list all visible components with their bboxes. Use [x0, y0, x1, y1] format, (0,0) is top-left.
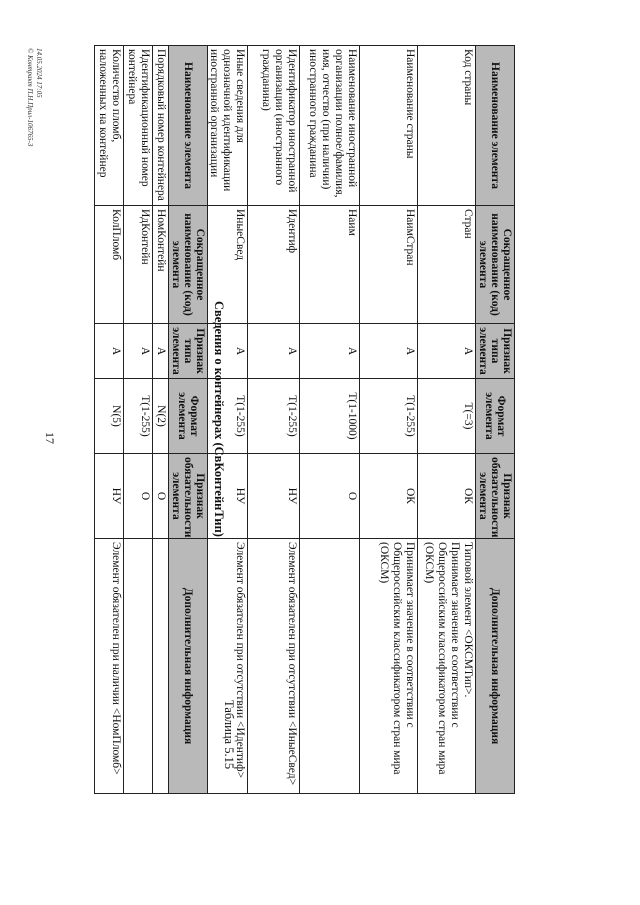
header-cell: Наименование элемента — [476, 46, 515, 206]
header-cell: Сокращенное наименование (код) элемента — [169, 206, 208, 324]
table-row — [248, 46, 300, 794]
table-cell: T(1-255) — [248, 379, 300, 454]
table-cell: N(2) — [153, 379, 169, 454]
table-cell: А — [153, 324, 169, 379]
header-cell: Признак типа элемента — [169, 324, 208, 379]
elements-table — [177, 45, 515, 794]
table-cell: T(=3) — [418, 379, 476, 454]
table-cell: О — [300, 454, 360, 539]
header-cell: Дополнительная информация — [169, 539, 208, 794]
table-cell: Иные сведения для однозначной идентификации иностранной организации — [178, 46, 248, 206]
table-cell — [300, 539, 360, 794]
table-cell: Код страны — [418, 46, 476, 206]
table-cell: Наим — [300, 206, 360, 324]
table-row — [153, 46, 169, 794]
stamp-line: 14.05.2024 17:05 — [35, 48, 43, 98]
table-cell: А — [178, 324, 248, 379]
table-cell — [124, 539, 153, 794]
table-cell: Идентификатор иностранной организации (иностранного гражданина) — [248, 46, 300, 206]
table-cell: Порядковый номер контейнера — [153, 46, 169, 206]
table-header-row — [169, 46, 208, 794]
table-row — [360, 46, 418, 794]
table-cell: НаимСтран — [360, 206, 418, 324]
section-title: Сведения о контейнерах (СвКонтейнТип) — [212, 301, 226, 537]
table-cell: Идентификационный номер контейнера — [124, 46, 153, 206]
table-cell: Наименование страны — [360, 46, 418, 206]
table-cell: А — [248, 324, 300, 379]
table-cell: А — [95, 324, 124, 379]
table-cell: N(5) — [95, 379, 124, 454]
page-number: 17 — [43, 432, 57, 444]
table-cell: Идентиф — [248, 206, 300, 324]
table-row — [418, 46, 476, 794]
header-cell: Формат элемента — [169, 379, 208, 454]
table-cell: ОК — [360, 454, 418, 539]
table-cell: НУ — [248, 454, 300, 539]
table-cell: НомКонтейн — [153, 206, 169, 324]
table-cell: Элемент обязателен при отсутствии <Идентиф> — [178, 539, 248, 794]
table-cell: Элемент обязателен при отсутствии <ИныеСвед> — [248, 539, 300, 794]
table-cell: НУ — [95, 454, 124, 539]
table-cell: А — [360, 324, 418, 379]
table-cell: T(1-255) — [360, 379, 418, 454]
table-cell: О — [153, 454, 169, 539]
table-cell: Количество пломб, наложенных на контейнер — [95, 46, 124, 206]
header-cell: Наименование элемента — [169, 46, 208, 206]
table-cell: T(1-255) — [124, 379, 153, 454]
table-cell: Типовой элемент <ОКСМТип>. Принимает значение в соответствии с Общероссийским классификатором стран мира (ОКСМ) — [418, 539, 476, 794]
table-cell: Принимает значение в соответствии с Общероссийским классификатором стран мира (ОКСМ) — [360, 539, 418, 794]
table-row — [95, 46, 124, 794]
table-cell: НУ — [178, 454, 248, 539]
table-cell: ИдКонтейн — [124, 206, 153, 324]
table-cell: А — [300, 324, 360, 379]
table-cell: А — [124, 324, 153, 379]
table-cell: T(1-1000) — [300, 379, 360, 454]
containers-table — [94, 45, 208, 794]
table-row — [124, 46, 153, 794]
table-cell: КолПломб — [95, 206, 124, 324]
document-stamp — [25, 48, 43, 146]
table-cell: О — [124, 454, 153, 539]
table-cell: T(1-255) — [178, 379, 248, 454]
header-cell: Признак обязательности элемента — [476, 454, 515, 539]
table-cell: Стран — [418, 206, 476, 324]
header-cell: Признак типа элемента — [476, 324, 515, 379]
table-cell: Наименование иностранной организации полное/фамилия, имя, отчество (при наличии) иностранного гражданина — [300, 46, 360, 206]
table-cell: ОК — [418, 454, 476, 539]
table-label: Таблица 5.15 — [222, 700, 236, 770]
table-cell — [153, 539, 169, 794]
header-cell: Сокращенное наименование (код) элемента — [476, 206, 515, 324]
stamp-line: © Контракт П.Н.Прил-106765-3 — [26, 48, 34, 147]
header-cell: Дополнительная информация — [476, 539, 515, 794]
table-cell: ИныеСвед — [178, 206, 248, 324]
table-row — [300, 46, 360, 794]
table-cell: А — [418, 324, 476, 379]
header-cell: Формат элемента — [476, 379, 515, 454]
table-header-row — [476, 46, 515, 794]
header-cell: Признак обязательности элемента — [169, 454, 208, 539]
table-cell: Элемент обязателен при наличии <НомПломб> — [95, 539, 124, 794]
